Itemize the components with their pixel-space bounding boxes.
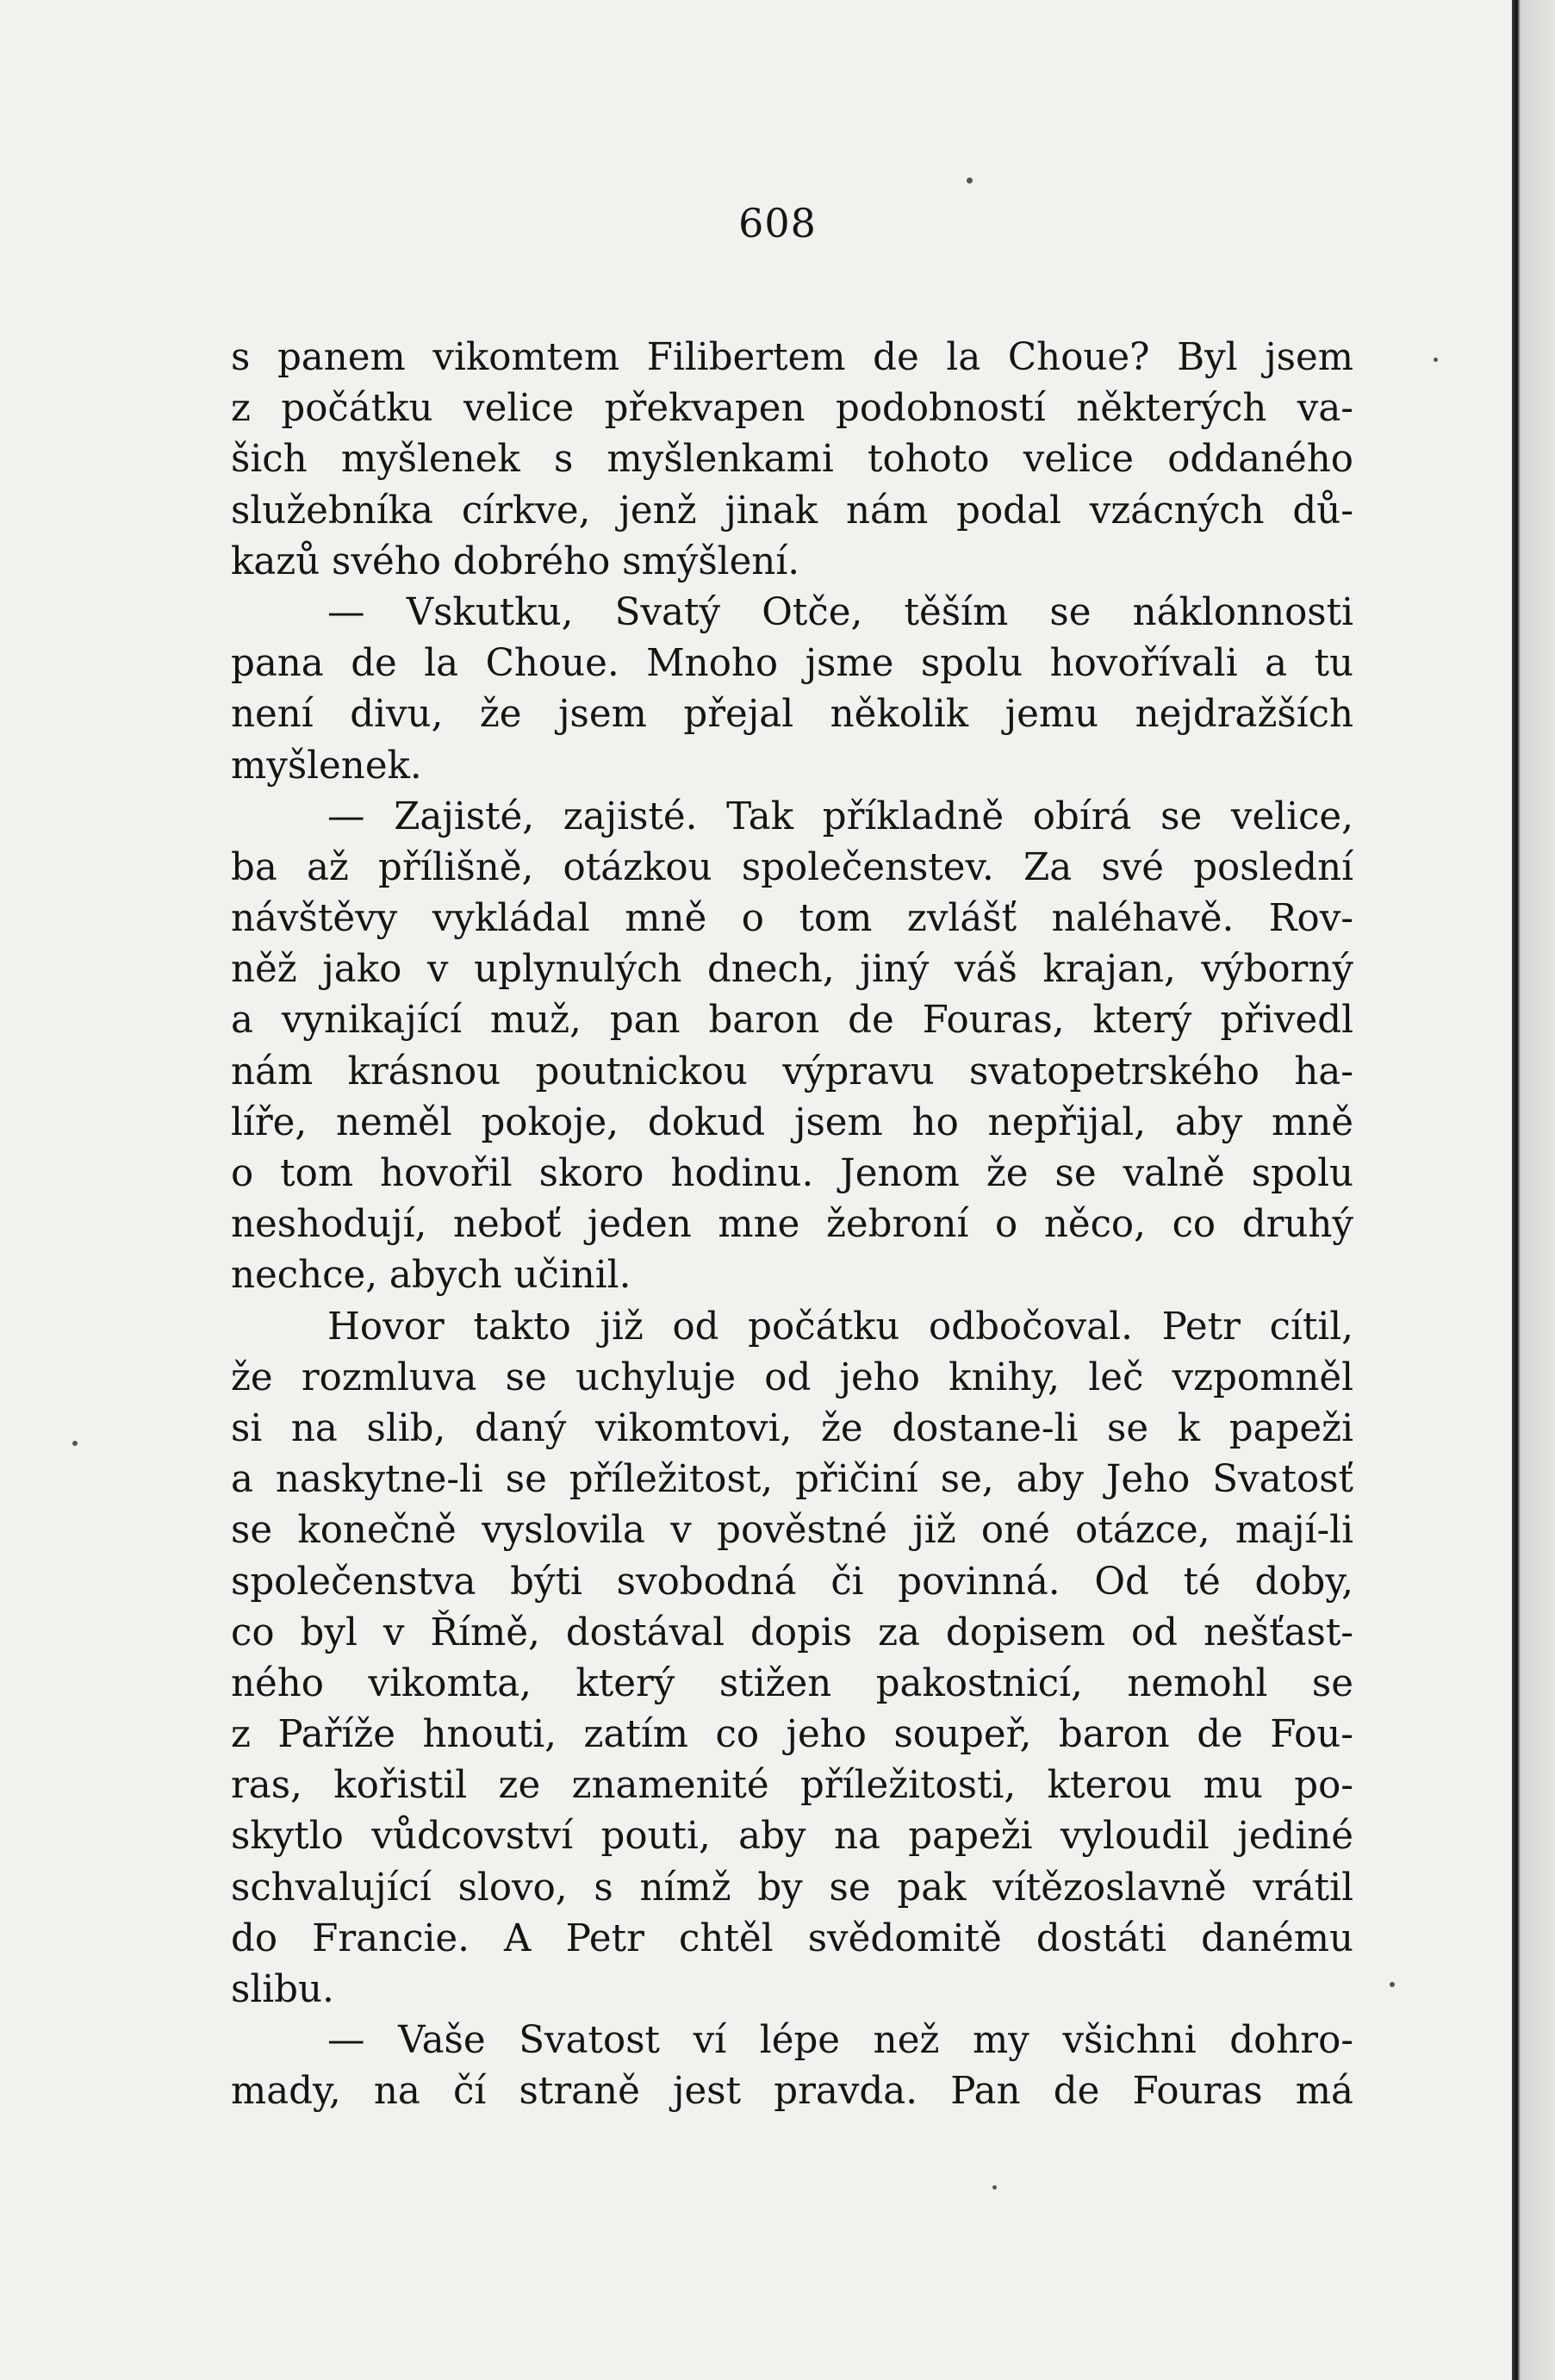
print-speck: [72, 1441, 78, 1446]
text-line: z Paříže hnouti, zatím co jeho soupeř, baron de Fou-: [231, 1713, 1353, 1757]
text-line: ba až přílišně, otázkou společenstev. Za své poslední: [231, 845, 1353, 889]
text-line: mady, na čí straně jest pravda. Pan de Fouras má: [231, 2070, 1353, 2114]
text-line: návštěvy vykládal mně o tom zvlášť naléhavě. Rov-: [231, 897, 1353, 941]
page-edge: [1512, 0, 1555, 2380]
text-line: do Francie. A Petr chtěl svědomitě dostáti danému: [231, 1916, 1353, 1960]
text-line: kazů svého dobrého smýšlení.: [231, 539, 800, 583]
text-line: líře, neměl pokoje, dokud jsem ho nepřijal, aby mně: [231, 1100, 1353, 1144]
text-line: ného vikomta, který stižen pakostnicí, nemohl se: [231, 1661, 1353, 1705]
text-line: si na slib, daný vikomtovi, že dostane-li se k papeži: [231, 1406, 1353, 1450]
text-line: se konečně vyslovila v pověstné již oné otázce, mají-li: [231, 1509, 1353, 1553]
print-speck: [967, 178, 973, 184]
text-line: schvalující slovo, s nímž by se pak vítězoslavně vrátil: [231, 1866, 1353, 1910]
text-line: pana de la Choue. Mnoho jsme spolu hovořívali a tu: [231, 642, 1353, 686]
text-line: něž jako v uplynulých dnech, jiný váš krajan, výborný: [231, 948, 1353, 992]
text-line: z počátku velice překvapen podobností některých va-: [231, 387, 1353, 431]
print-speck: [1390, 1982, 1395, 1987]
text-line: a vynikající muž, pan baron de Fouras, který přivedl: [231, 999, 1353, 1043]
text-line: slibu.: [231, 1968, 334, 2011]
text-line: — Zajisté, zajisté. Tak příkladně obírá se velice,: [327, 794, 1353, 838]
body-text: [231, 333, 1353, 2118]
text-line: Hovor takto již od počátku odbočoval. Petr cítil,: [327, 1305, 1353, 1349]
text-line: není divu, že jsem přejal několik jemu nejdražších: [231, 693, 1353, 737]
print-speck: [1434, 358, 1438, 362]
text-line: služebníka církve, jenž jinak nám podal vzácných dů-: [231, 489, 1353, 533]
text-line: společenstva býti svobodná či povinná. Od té doby,: [231, 1560, 1353, 1604]
text-line: myšlenek.: [231, 744, 422, 788]
text-line: nám krásnou poutnickou výpravu svatopetrského ha-: [231, 1050, 1353, 1093]
text-line: s panem vikomtem Filibertem de la Choue? Byl jsem: [231, 336, 1353, 379]
text-line: šich myšlenek s myšlenkami tohoto velice oddaného: [231, 438, 1353, 482]
text-line: — Vskutku, Svatý Otče, těším se náklonnosti: [327, 590, 1353, 634]
print-speck: [992, 2185, 997, 2190]
text-line: — Vaše Svatost ví lépe než my všichni dohro-: [327, 2019, 1353, 2063]
text-line: nechce, abych učinil.: [231, 1254, 631, 1298]
text-line: o tom hovořil skoro hodinu. Jenom že se valně spolu: [231, 1152, 1353, 1195]
text-line: skytlo vůdcovství pouti, aby na papeži vyloudil jediné: [231, 1815, 1353, 1859]
text-line: ras, kořistil ze znamenité příležitosti, kterou mu po-: [231, 1764, 1353, 1808]
page-number: 608: [738, 200, 817, 246]
text-line: a naskytne-li se příležitost, přičiní se, aby Jeho Svatosť: [231, 1458, 1353, 1502]
text-line: že rozmluva se uchyluje od jeho knihy, leč vzpomněl: [231, 1355, 1353, 1399]
text-line: neshodují, neboť jeden mne žebroní o něco, co druhý: [231, 1203, 1353, 1247]
text-line: co byl v Římě, dostával dopis za dopisem od nešťast-: [231, 1611, 1353, 1654]
